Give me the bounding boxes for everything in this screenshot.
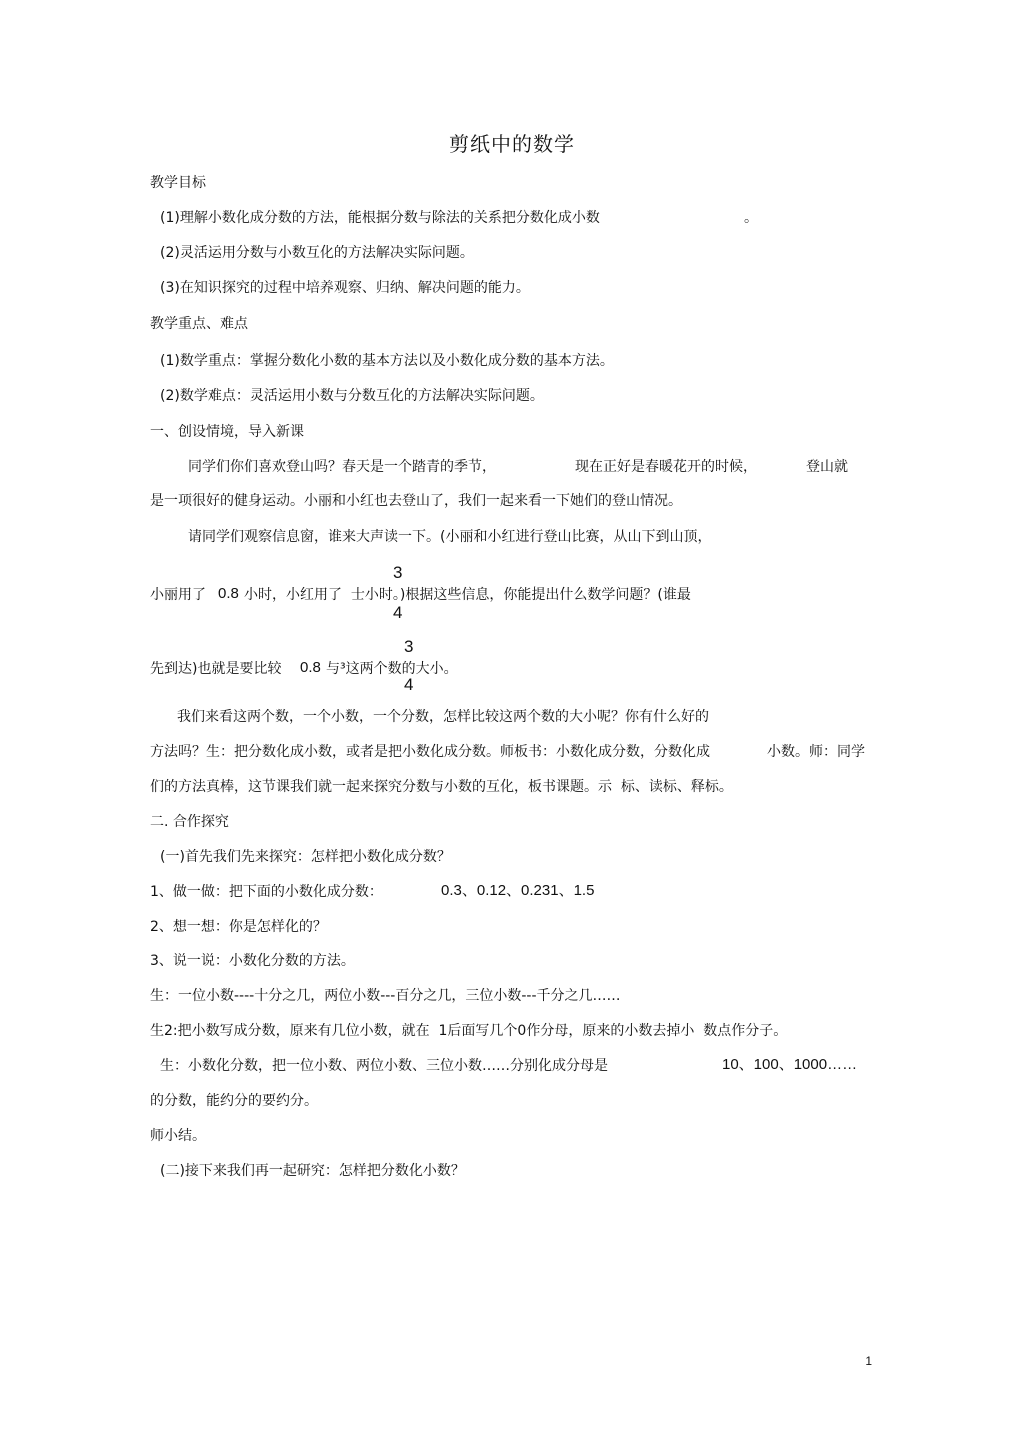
answer-1: 生：一位小数----十分之几，两位小数---百分之几，三位小数---千分之几…… <box>150 988 621 1004</box>
key-heading: 教学重点、难点 <box>150 316 248 332</box>
value-0-8: 0.8 <box>218 585 239 602</box>
subsection-1: (一)首先我们先来探究：怎样把小数化成分数？ <box>160 849 451 865</box>
goal-1: (1)理解小数化成分数的方法，能根据分数与除法的关系把分数化成小数 <box>160 210 600 226</box>
goals-heading: 教学目标 <box>150 175 206 191</box>
para-4-line-2-end: 小数。师：同学 <box>767 744 865 760</box>
step-1: 1、做一做：把下面的小数化成分数： <box>150 884 383 900</box>
para-3-b: 与³这两个数的大小。 <box>326 661 458 677</box>
para-4-line-3: 们的方法真棒，这节课我们就一起来探究分数与小数的互化，板书课题。示 标、读标、释标。 <box>150 779 733 795</box>
goal-1-end: 。 <box>744 210 758 226</box>
teacher-summary: 师小结。 <box>150 1128 206 1144</box>
para-1-part-c: 登山就 <box>806 459 848 475</box>
fraction-2-numerator: 3 <box>404 637 414 656</box>
subsection-2: (二)接下来我们再一起研究：怎样把分数化小数？ <box>160 1163 465 1179</box>
answer-2: 生2:把小数写成分数，原来有几位小数，就在 1后面写几个0作分母，原来的小数去掉小 数点作分子。 <box>150 1023 788 1039</box>
value-0-8-compare: 0.8 <box>300 659 321 676</box>
para-4-line-2: 方法吗？生：把分数化成小数，或者是把小数化成分数。师板书：小数化成分数，分数化成 <box>150 744 710 760</box>
goal-2: (2)灵活运用分数与小数互化的方法解决实际问题。 <box>160 245 474 261</box>
answer-3-line-2: 的分数，能约分的要约分。 <box>150 1093 318 1109</box>
page-title: 剪纸中的数学 <box>449 132 575 156</box>
para-2-line-1: 请同学们观察信息窗，谁来大声读一下。(小丽和小红进行登山比赛，从山下到山顶， <box>188 529 712 545</box>
key-point-1: (1)数学重点：掌握分数化小数的基本方法以及小数化成分数的基本方法。 <box>160 353 614 369</box>
para-1-part-a: 同学们你们喜欢登山吗？春天是一个踏青的季节， <box>188 459 496 475</box>
step-2: 2、想一想：你是怎样化的？ <box>150 919 327 935</box>
para-1-line-2: 是一项很好的健身运动。小丽和小红也去登山了，我们一起来看一下她们的登山情况。 <box>150 493 682 509</box>
step-1-numbers: 0.3、0.12、0.231、1.5 <box>441 882 595 899</box>
para-2-line-2-a: 小丽用了 <box>150 587 206 603</box>
page-number: 1 <box>865 1354 872 1368</box>
fraction-1-numerator: 3 <box>393 563 403 582</box>
answer-3-line-1: 生：小数化分数，把一位小数、两位小数、三位小数……分别化成分母是 <box>160 1058 608 1074</box>
para-3-a: 先到达)也就是要比较 <box>150 661 282 677</box>
key-point-2: (2)数学难点：灵活运用小数与分数互化的方法解决实际问题。 <box>160 388 544 404</box>
goal-3: (3)在知识探究的过程中培养观察、归纳、解决问题的能力。 <box>160 280 530 296</box>
para-4-line-1: 我们来看这两个数，一个小数，一个分数，怎样比较这两个数的大小呢？你有什么好的 <box>177 709 709 725</box>
fraction-1-denominator: 4 <box>393 603 403 622</box>
section-1-heading: 一、创设情境，导入新课 <box>150 424 304 440</box>
step-3: 3、说一说：小数化分数的方法。 <box>150 953 355 969</box>
fraction-2-denominator: 4 <box>404 675 414 694</box>
para-1-part-b: 现在正好是春暖花开的时候， <box>575 459 757 475</box>
para-2-line-2-b: 小时，小红用了 士小时。)根据这些信息，你能提出什么数学问题？(谁最 <box>244 587 691 603</box>
answer-3-numbers: 10、100、1000…… <box>722 1056 858 1073</box>
section-2-heading: 二. 合作探究 <box>150 814 229 830</box>
